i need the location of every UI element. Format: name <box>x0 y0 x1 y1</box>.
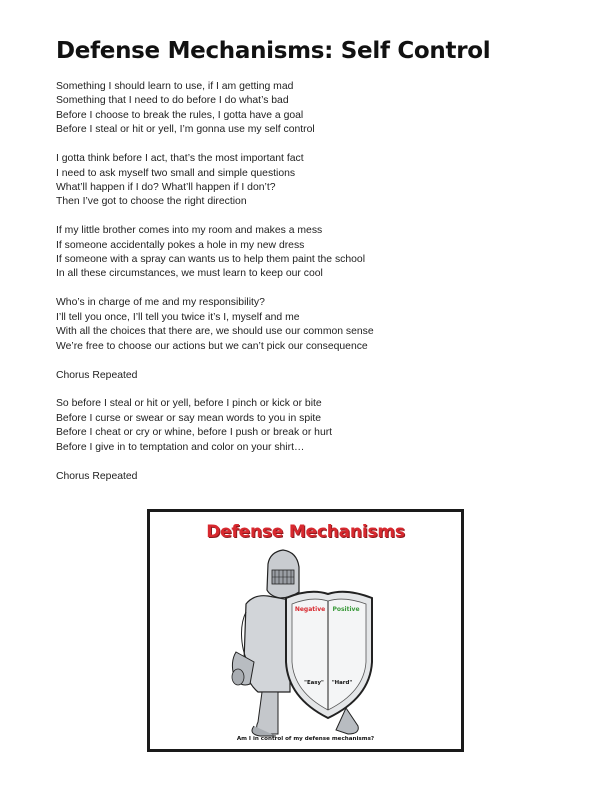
lyric-line: Chorus Repeated <box>56 369 138 381</box>
lyric-line: We’re free to choose our actions but we can’t pick our consequence <box>56 340 368 352</box>
poster-image <box>147 509 464 752</box>
lyric-line: I gotta think before I act, that’s the most important fact <box>56 153 304 165</box>
lyric-line: What’ll happen if I do? What’ll happen if I don’t? <box>56 181 276 193</box>
lyric-line: Something I should learn to use, if I am getting mad <box>56 81 294 92</box>
page-title: Defense Mechanisms: Self Control <box>56 38 491 64</box>
lyrics <box>56 80 556 498</box>
lyric-line: Before I choose to break the rules, I gotta have a goal <box>56 109 304 121</box>
lyric-line: Then I’ve got to choose the right direction <box>56 196 247 208</box>
shield-positive-label: Positive <box>332 606 360 613</box>
lyric-line: I need to ask myself two small and simple questions <box>56 167 296 179</box>
lyric-line: In all these circumstances, we must learn to keep our cool <box>56 268 323 280</box>
poster-title: Defense Mechanisms <box>206 522 405 542</box>
lyric-line: Something that I need to do before I do what’s bad <box>56 95 289 107</box>
stanza <box>56 152 556 210</box>
lyric-line: Before I cheat or cry or whine, before I push or break or hurt <box>56 427 333 439</box>
lyric-line: I’ll tell you once, I’ll tell you twice it’s I, myself and me <box>56 311 300 323</box>
lyric-line: Before I give in to temptation and color on your shirt… <box>56 441 305 453</box>
stanza <box>56 296 556 354</box>
lyric-line: Chorus Repeated <box>56 470 138 482</box>
lyric-line: If my little brother comes into my room and makes a mess <box>56 225 323 237</box>
stanza <box>56 470 556 484</box>
stanza <box>56 369 556 383</box>
knight-shield-illustration <box>150 512 461 749</box>
lyric-line: If someone with a spray can wants us to help them paint the school <box>56 254 366 266</box>
stanza <box>56 224 556 282</box>
stanza <box>56 397 556 455</box>
shield-negative-label: Negative <box>294 606 326 613</box>
lyric-line: With all the choices that there are, we should use our common sense <box>56 326 374 338</box>
lyric-line: So before I steal or hit or yell, before I pinch or kick or bite <box>56 398 322 410</box>
stanza <box>56 80 556 138</box>
lyric-line: Before I steal or hit or yell, I’m gonna use my self control <box>56 124 315 136</box>
lyric-line: If someone accidentally pokes a hole in my new dress <box>56 239 305 251</box>
lyric-line: Who’s in charge of me and my responsibility? <box>56 297 265 309</box>
shield-easy-label: "Easy" <box>304 680 324 686</box>
lyric-line: Before I curse or swear or say mean words to you in spite <box>56 412 322 424</box>
poster-caption: Am I in control of my defense mechanisms? <box>236 736 375 742</box>
shield-hard-label: "Hard" <box>331 680 353 686</box>
